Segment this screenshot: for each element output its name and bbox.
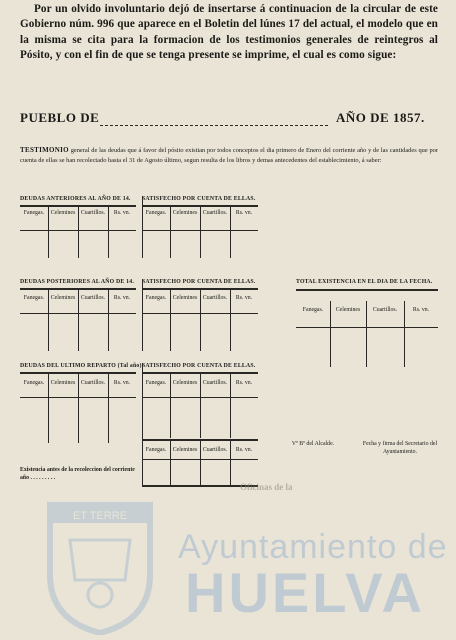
col-cuartillos: Cuartillos. xyxy=(202,210,228,216)
col-celemines: Celemines xyxy=(172,447,198,453)
table-title: TOTAL EXISTENCIA EN EL DIA DE LA FECHA. xyxy=(296,279,433,285)
table-satisfecho-1 xyxy=(142,196,258,258)
table-title: DEUDAS ANTERIORES AL AÑO DE 14. xyxy=(20,196,131,202)
col-fanegas: Fanegas. xyxy=(302,307,324,313)
signature-alcalde: Vº Bº del Alcalde. xyxy=(291,441,335,447)
testimonio-body: general de las deudas que á favor del pósito existian por todos conceptos el dia primero de Enero del corriente año y de las cantidades que por cuenta de ellas se han recolectado hasta el 31 de Agosto último, segun resulta de los libros y demas antecedentes del establecimiento, á saber: xyxy=(20,147,438,164)
col-reales: Rs. vn. xyxy=(113,380,131,386)
col-fanegas: Fanegas. xyxy=(23,295,45,301)
table-title: SATISFECHO POR CUENTA DE ELLAS. xyxy=(142,363,256,369)
col-reales: Rs. vn. xyxy=(235,210,253,216)
col-fanegas: Fanegas. xyxy=(145,295,167,301)
col-reales: Rs. vn. xyxy=(412,307,430,313)
col-fanegas: Fanegas. xyxy=(23,210,45,216)
table-title: SATISFECHO POR CUENTA DE ELLAS. xyxy=(142,279,256,285)
col-cuartillos: Cuartillos. xyxy=(80,210,106,216)
col-celemines: Celemines xyxy=(50,380,76,386)
table-satisfecho-2 xyxy=(142,279,258,351)
testimonio-lead: TESTIMONIO xyxy=(20,146,69,154)
intro-paragraph: Por un olvido involuntario dejó de insertarse á continuacion de la circular de este Gobierno núm. 996 que aparece en el Boletin del lúnes 17 del actual, el modelo que en la misma se cita para la formacion de los testimonios generales de reintegros al Pósito, y con el fin de que se tenga presente se imprime, el cual es como sigue: xyxy=(20,3,438,62)
col-celemines: Celemines xyxy=(172,380,198,386)
col-reales: Rs. vn. xyxy=(113,210,131,216)
col-cuartillos: Cuartillos. xyxy=(372,307,398,313)
col-celemines: Celemines xyxy=(50,295,76,301)
existencia-note: Existencia antes de la recoleccion del corriente año . . . . . . . . . xyxy=(20,467,135,481)
table-title: SATISFECHO POR CUENTA DE ELLAS. xyxy=(142,196,256,202)
col-cuartillos: Cuartillos. xyxy=(202,295,228,301)
col-fanegas: Fanegas. xyxy=(145,210,167,216)
shield-watermark-icon xyxy=(40,495,160,635)
col-reales: Rs. vn. xyxy=(235,380,253,386)
table-satisfecho-3 xyxy=(142,363,258,487)
table-title: DEUDAS DEL ULTIMO REPARTO (Tal año) xyxy=(20,363,142,369)
testimonio-paragraph xyxy=(20,146,438,165)
table-total-existencia xyxy=(296,279,438,367)
shield-motto: ET TERRE xyxy=(73,510,127,522)
col-reales: Rs. vn. xyxy=(235,295,253,301)
col-celemines: Celemines xyxy=(172,210,198,216)
col-reales: Rs. vn. xyxy=(235,447,253,453)
signature-secretario: Fecha y firma del Secretario del Ayuntamiento. xyxy=(362,441,438,455)
col-cuartillos: Cuartillos. xyxy=(80,380,106,386)
col-cuartillos: Cuartillos. xyxy=(80,295,106,301)
col-reales: Rs. vn. xyxy=(113,295,131,301)
col-celemines: Celemines xyxy=(335,307,361,313)
col-cuartillos: Cuartillos. xyxy=(202,447,228,453)
pueblo-label: PUEBLO DE xyxy=(20,110,100,125)
table-title: DEUDAS POSTERIORES AL AÑO DE 14. xyxy=(20,279,134,285)
table-deudas-anteriores xyxy=(20,196,136,258)
watermark-line2: HUELVA xyxy=(185,561,425,624)
col-cuartillos: Cuartillos. xyxy=(202,380,228,386)
col-fanegas: Fanegas. xyxy=(23,380,45,386)
col-celemines: Celemines xyxy=(50,210,76,216)
bleed-through-text: Oficinas de la xyxy=(240,482,293,492)
pueblo-fill-line xyxy=(100,125,328,126)
col-fanegas: Fanegas. xyxy=(145,447,167,453)
year-label: AÑO DE 1857. xyxy=(336,110,425,125)
table-deudas-ultimo-reparto xyxy=(20,363,142,443)
table-deudas-posteriores xyxy=(20,279,136,351)
col-celemines: Celemines xyxy=(172,295,198,301)
watermark-line1: Ayuntamiento de xyxy=(178,528,448,566)
col-fanegas: Fanegas. xyxy=(145,380,167,386)
